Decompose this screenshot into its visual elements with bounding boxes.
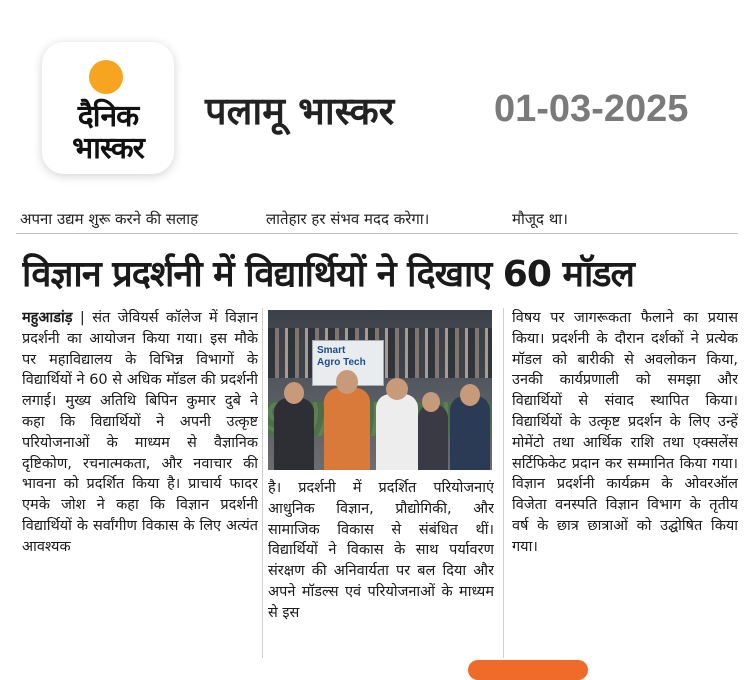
previous-article-fragment-3: मौजूद था। [512,210,568,228]
photo-person-head [422,392,440,412]
edition-date: 01-03-2025 [494,88,689,130]
sun-icon [89,60,123,94]
article-column-3 [512,308,738,664]
photo-person [376,394,418,470]
article-column-2 [268,478,494,664]
banner-text-line1: Smart [317,345,346,356]
photo-person [274,398,314,470]
photo-person [418,404,448,470]
page-header [0,0,753,200]
dainik-bhaskar-logo[interactable] [42,42,174,174]
article-dateline: महुआडांड़ [22,310,73,326]
column-2-text: है। प्रदर्शनी में प्रदर्शित परियोजनाएं आधुनिक विज्ञान, प्रौद्योगिकी, और सामाजिक विकास से संबंधित थीं। विद्यार्थियों ने विकास के साथ पर्यावरण संरक्षण की अनिवार्यता पर बल दिया और अपने मॉडल्स एवं परियोजनाओं के माध्यम से इस [268,480,494,621]
previous-article-fragment-2: लातेहार हर संभव मदद करेगा। [266,210,430,228]
photo-person-head [386,378,408,400]
article-headline: विज्ञान प्रदर्शनी में विद्यार्थियों ने दिखाए 60 मॉडल [22,254,634,295]
column-divider-2 [503,308,504,658]
edition-title: पलामू भास्कर [205,89,395,133]
cropped-orange-element [468,660,588,680]
photo-person [324,388,370,470]
photo-person-head [284,382,304,404]
article-column-1 [22,308,258,664]
photo-person-head [460,384,480,406]
banner-text-line2: Agro Tech [317,357,366,368]
logo-text-line1: दैनिक [77,99,139,134]
photo-person [450,396,490,470]
logo-text-line2: भास्कर [72,131,144,166]
photo-person-head [336,370,358,394]
previous-article-fragment-1: अपना उद्यम शुरू करने की सलाह [20,210,199,228]
divider [16,233,738,234]
article-photo [268,310,492,470]
column-divider-1 [262,308,263,658]
column-3-text: विषय पर जागरूकता फैलाने का प्रयास किया। प्रदर्शनी के दौरान दर्शकों ने प्रत्येक मॉडल को बारीकी से अवलोकन किया, उनकी कार्यप्रणाली को समझा और विद्यार्थियों से संवाद स्थापित किया। विद्यार्थियों के उत्कृष्ट प्रदर्शन के लिए उन्हें मोमेंटो तथा आर्थिक राशि तथा एक्सलेंस सर्टिफिकेट प्रदान कर सम्मानित किया गया। विज्ञान प्रदर्शनी कार्यक्रम के ओवरऑल विजेता वनस्पति विज्ञान विभाग के तृतीय वर्ष के छात्र छात्राओं को उद्घोषित किया गया। [512,310,738,555]
column-1-text: | संत जेवियर्स कॉलेज में विज्ञान प्रदर्शनी का आयोजन किया गया। इस मौके पर महाविद्यालय के विभिन्न विभागों के विद्यार्थियों ने 60 से अधिक मॉडल की प्रदर्शनी लगाई। मुख्य अतिथि बिपिन कुमार दुबे ने कहा कि विद्यार्थियों ने अपनी उत्कृष्ट परियोजनाओं के माध्यम से वैज्ञानिक दृष्टिकोण, रचनात्मकता, और नवाचार की भावना को प्रदर्शित किया है। प्राचार्य फादर एमके जोश ने कहा कि विज्ञान प्रदर्शनी विद्यार्थियों के सर्वांगीण विकास के लिए अत्यंत आवश्यक [22,310,258,555]
